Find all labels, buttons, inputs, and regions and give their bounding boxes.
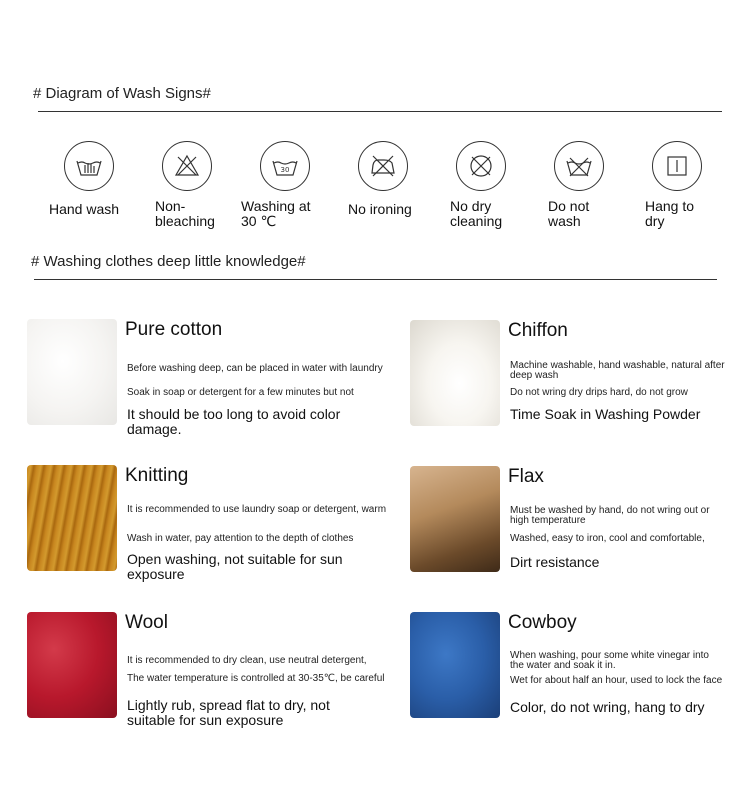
fabric-card-cowboy [410,612,740,722]
denim-fabric-image [410,612,500,718]
fabric-card-knitting [27,465,387,582]
fabric-card-chiffon [410,320,740,430]
fabric-tip: Do not wring dry drips hard, do not grow [510,387,688,398]
fabric-tip: It is recommended to dry clean, use neutral detergent, [127,655,367,666]
no-bleach-icon [162,141,212,191]
sign-label: No dry cleaning [450,198,503,229]
knitting-fabric-image [27,465,117,571]
hang-dry-icon [652,141,702,191]
sign-no-dry-clean [450,141,546,229]
sign-no-iron [348,141,448,217]
fabric-note: Time Soak in Washing Powder [510,406,701,422]
fabric-card-cotton [27,319,383,437]
sign-hang-dry [645,141,742,229]
fabric-card-wool [27,612,385,728]
hand-wash-icon [64,141,114,191]
sign-no-bleach [155,141,252,229]
fabric-tip: Before washing deep, can be placed in water with laundry [127,363,383,374]
fabric-note: Color, do not wring, hang to dry [510,699,705,715]
sign-label: Do not wash [548,198,590,229]
svg-text:30: 30 [280,166,290,174]
fabric-tip: When washing, pour some white vinegar into the water and soak it in. [510,650,709,671]
sign-label: Non- bleaching [155,198,215,229]
wool-fabric-image [27,612,117,718]
fabric-tip: Must be washed by hand, do not wring out or high temperature [510,505,710,526]
sign-hand-wash [49,141,154,217]
fabric-tip: Machine washable, hand washable, natural after deep wash [510,360,725,381]
sign-wash-30 [241,141,350,229]
fabric-note: Lightly rub, spread flat to dry, not suitable for sun exposure [127,697,330,728]
cotton-fabric-image [27,319,117,425]
fabric-name: Flax [508,466,544,487]
sign-label: No ironing [348,201,412,217]
do-not-wash-icon [554,141,604,191]
fabric-name: Cowboy [508,612,577,633]
knowledge-divider [34,279,717,280]
fabric-tip: The water temperature is controlled at 30-35℃, be careful [127,673,385,684]
fabric-name: Wool [125,612,168,633]
no-dry-clean-icon [456,141,506,191]
fabric-card-flax [410,466,740,576]
fabric-tip: Washed, easy to iron, cool and comfortable, [510,533,705,544]
sign-label: Hang to dry [645,198,695,229]
fabric-tip: Wet for about half an hour, used to lock the face [510,675,723,686]
sign-label: Hand wash [49,201,120,217]
wash-30-icon [260,141,310,191]
wash-signs-title: # Diagram of Wash Signs# [33,85,211,102]
wash-signs-row [40,141,720,241]
fabric-tip: Soak in soap or detergent for a few minutes but not [127,387,354,398]
sign-label: Washing at 30 ℃ [241,198,311,229]
fabric-name: Knitting [125,465,189,486]
fabric-note: Dirt resistance [510,554,600,570]
fabric-name: Chiffon [508,320,568,341]
flax-fabric-image [410,466,500,572]
title-divider [38,111,722,112]
chiffon-fabric-image [410,320,500,426]
sign-do-not-wash [548,141,644,229]
fabric-note: It should be too long to avoid color damage. [127,406,341,437]
knowledge-title: # Washing clothes deep little knowledge# [31,253,306,270]
fabric-name: Pure cotton [125,319,223,340]
fabric-note: Open washing, not suitable for sun exposure [127,551,343,582]
fabric-tip: Wash in water, pay attention to the depth of clothes [127,533,354,544]
no-iron-icon [358,141,408,191]
fabric-tip: It is recommended to use laundry soap or detergent, warm [127,504,387,515]
